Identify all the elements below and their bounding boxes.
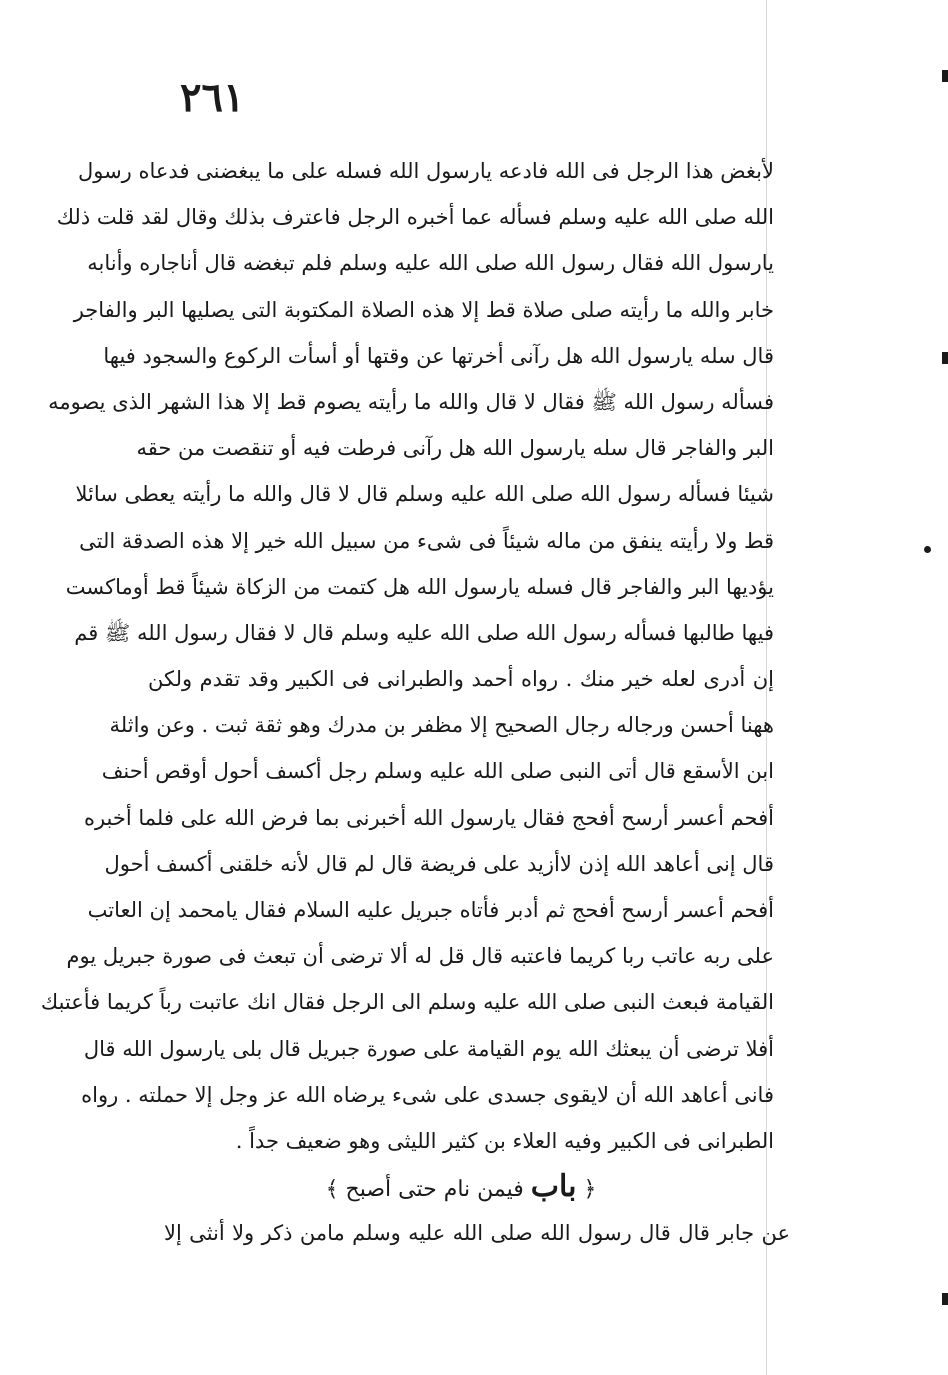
body-text xyxy=(40,148,790,1257)
text-line: يارسول الله فقال رسول الله صلى الله عليه وسلم فلم تبغضه قال أناجاره وأنابه xyxy=(87,251,774,276)
heading-close-bracket: ﴾ xyxy=(325,1177,339,1203)
text-line: على ربه عاتب ربا كريما فاعتبه قال قل له ألا ترضى أن تبعث فى صورة جبريل يوم xyxy=(66,944,774,969)
text-line: أفحم أعسر أرسح أفحج فقال يارسول الله أخبرنى بما فرض الله على فلما أخبره xyxy=(83,805,774,830)
text-line: الطبرانى فى الكبير وفيه العلاء بن كثير الليثى وهو ضعيف جداً . xyxy=(235,1128,774,1153)
text-line: عن جابر قال قال رسول الله صلى الله عليه وسلم مامن ذكر ولا أنثى إلا xyxy=(164,1221,790,1246)
text-line: شيئا فسأله رسول الله صلى الله عليه وسلم قال لا قال والله ما رأيته يعطى سائلا xyxy=(75,482,774,507)
text-line: إن أدرى لعله خير منك . رواه أحمد والطبرانى فى الكبير وقد تقدم ولكن xyxy=(148,667,774,692)
text-line: أفلا ترضى أن يبعثك الله يوم القيامة على صورة جبريل قال بلى يارسول الله قال xyxy=(83,1036,774,1061)
text-line: أفحم أعسر أرسح أفحج ثم أدبر فأتاه جبريل عليه السلام فقال يامحمد إن العاتب xyxy=(87,898,774,922)
text-line: لأبغض هذا الرجل فى الله فادعه يارسول الله فسله على ما يبغضنى فدعاه رسول xyxy=(77,159,774,183)
text-line: قال إنى أعاهد الله إذن لاأزيد على فريضة قال لم قال لأنه خلقنى أكسف أحول xyxy=(104,851,774,876)
text-line: فيها طالبها فسأله رسول الله صلى الله عليه وسلم قال لا فقال رسول الله ﷺ قم xyxy=(74,620,774,645)
margin-mark xyxy=(942,1293,948,1305)
margin-mark xyxy=(942,70,948,82)
margin-mark xyxy=(942,352,948,364)
chapter-label: باب xyxy=(530,1169,577,1205)
chapter-title: فيمن نام حتى أصبح xyxy=(345,1177,524,1203)
text-line: ابن الأسقع قال أتى النبى صلى الله عليه وسلم رجل أكسف أحول أوقص أحنف xyxy=(101,759,774,784)
text-line: البر والفاجر قال سله يارسول الله هل رآنى فرطت فيه أو تنقصت من حقه xyxy=(136,436,774,461)
heading-open-bracket: ﴿ xyxy=(583,1177,597,1203)
text-line: فسأله رسول الله ﷺ فقال لا قال والله ما رأيته يصوم قط إلا هذا الشهر الذى يصومه xyxy=(48,389,774,414)
text-line: قال سله يارسول الله هل رآنى أخرتها عن وقتها أو أسأت الركوع والسجود فيها xyxy=(103,343,774,368)
chapter-heading xyxy=(148,1164,774,1210)
text-line: الله صلى الله عليه وسلم فسأله عما أخبره الرجل فاعترف بذلك وقال لقد قلت ذلك xyxy=(56,205,774,230)
text-line: قط ولا رأيته ينفق من ماله شيئاً فى شىء من سبيل الله خير إلا هذه الصدقة التى xyxy=(79,528,774,553)
ink-speck xyxy=(924,546,931,553)
text-line: خابر والله ما رأيته صلى صلاة قط إلا هذه الصلاة المكتوبة التى يصليها البر والفاجر xyxy=(73,297,774,322)
text-line: يؤديها البر والفاجر قال فسله يارسول الله هل كتمت من الزكاة شيئاً قط أوماكست xyxy=(65,574,774,599)
page-number: ٢٦١ xyxy=(180,74,245,121)
text-line: فانى أعاهد الله أن لايقوى جسدى على شىء يرضاه الله عز وجل إلا حملته . رواه xyxy=(81,1082,774,1107)
text-line: القيامة فبعث النبى صلى الله عليه وسلم الى الرجل فقال انك عاتبت رباً كريما فأعتبك xyxy=(40,990,774,1015)
text-line: ههنا أحسن ورجاله رجال الصحيح إلا مظفر بن مدرك وهو ثقة ثبت . وعن واثلة xyxy=(109,713,774,738)
